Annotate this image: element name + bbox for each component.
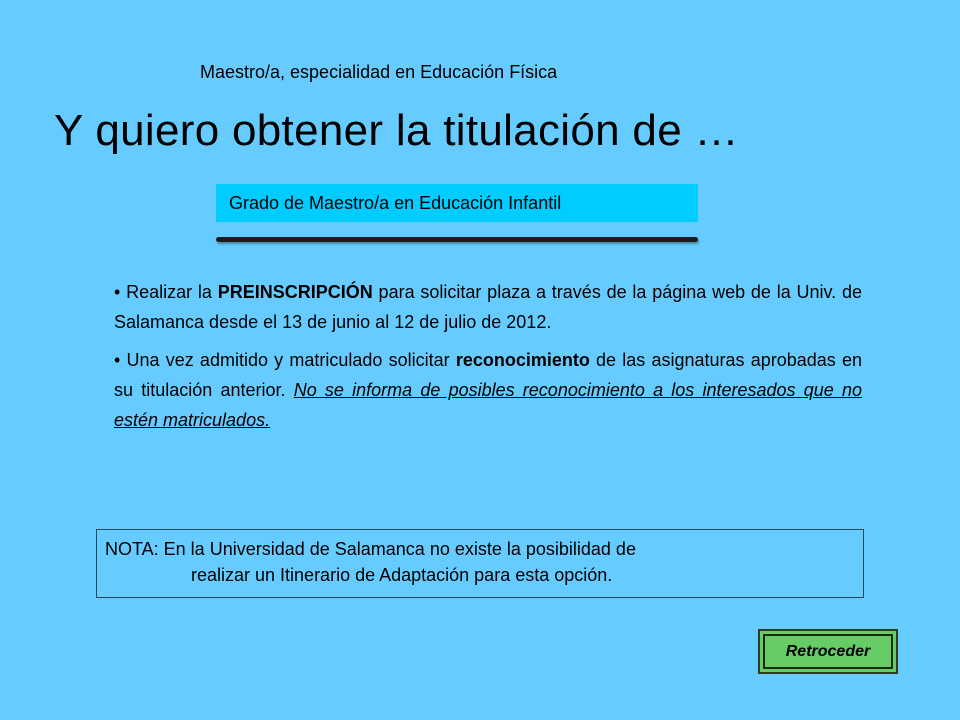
step-recognition bbox=[114, 345, 862, 435]
bullet-icon: • bbox=[114, 282, 121, 302]
step-warning: No se informa de posibles reconocimiento a los interesados que no estén matriculados. bbox=[114, 380, 862, 430]
steps-list bbox=[114, 277, 862, 443]
note-line: realizar un Itinerario de Adaptación para esta opción. bbox=[191, 565, 613, 585]
step-keyword: reconocimiento bbox=[455, 350, 590, 370]
subtitle: Maestro/a, especialidad en Educación Física bbox=[200, 62, 558, 82]
step-text: Realizar la bbox=[126, 282, 218, 302]
note-line: NOTA: En la Universidad de Salamanca no existe la posibilidad de bbox=[105, 539, 636, 559]
degree-label: Grado de Maestro/a en Educación Infantil bbox=[216, 184, 698, 222]
step-text: de las asignaturas aprobadas en su titulación anterior. bbox=[114, 350, 862, 400]
step-keyword: PREINSCRIPCIÓN bbox=[217, 282, 373, 302]
page-title: Y quiero obtener la titulación de … bbox=[54, 106, 739, 155]
back-button-label[interactable]: Retroceder bbox=[763, 634, 893, 669]
back-button[interactable] bbox=[758, 629, 898, 674]
divider bbox=[216, 237, 698, 242]
step-text: para solicitar plaza a través de la página web de la Univ. de Salamanca desde el 13 de junio al 12 de julio de 2012. bbox=[114, 282, 862, 332]
bullet-icon: • bbox=[114, 350, 121, 370]
step-preinscription bbox=[114, 277, 862, 337]
note-box bbox=[96, 529, 864, 598]
step-text: Una vez admitido y matriculado solicitar bbox=[126, 350, 456, 370]
